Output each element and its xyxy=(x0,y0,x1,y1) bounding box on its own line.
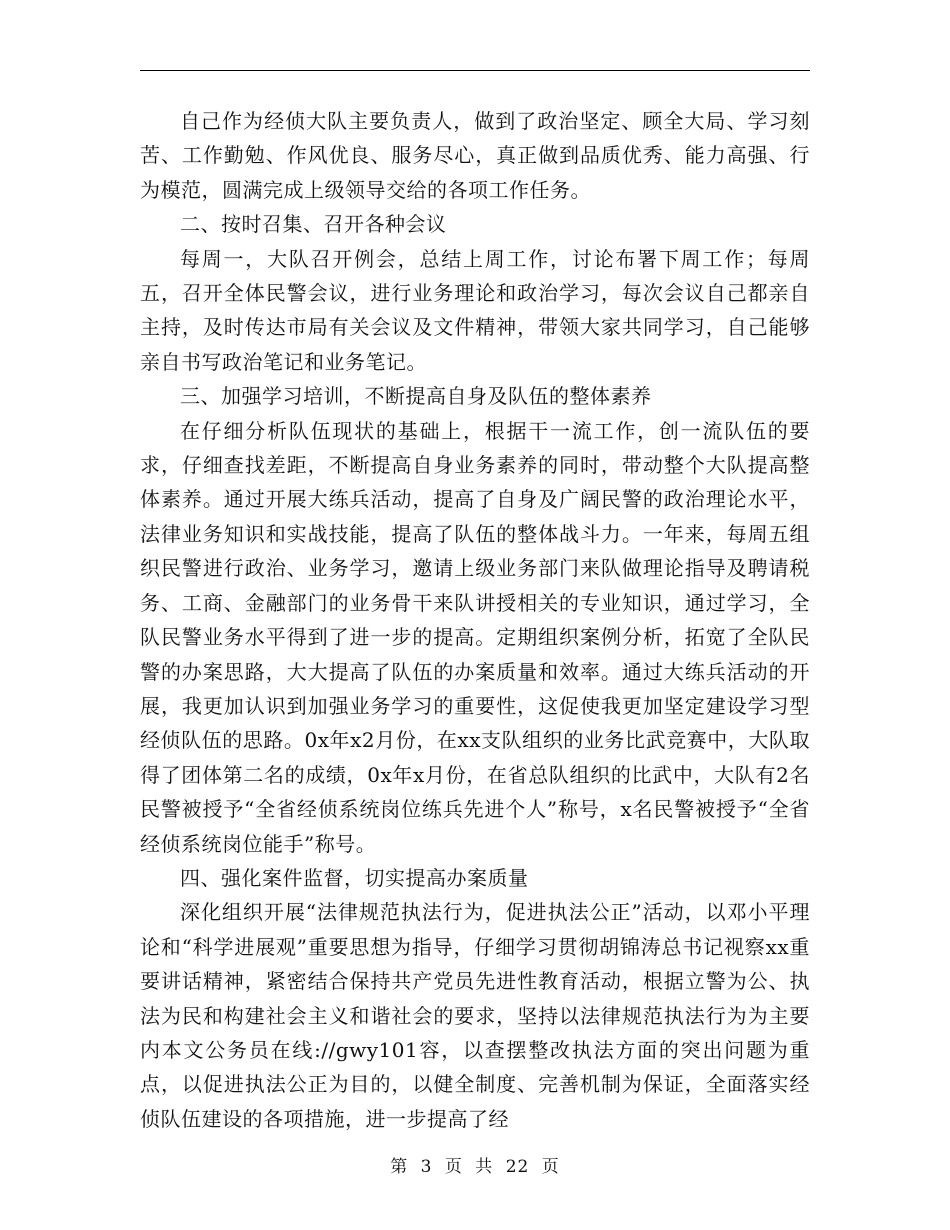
footer-total-word: 共 xyxy=(475,1157,494,1177)
header-rule xyxy=(140,70,810,71)
heading-2: 二、按时召集、召开各种会议 xyxy=(180,212,447,237)
heading-4: 四、强化案件监督，切实提高办案质量 xyxy=(180,865,529,890)
paragraph-3: 在仔细分析队伍现状的基础上，根据干一流工作，创一流队伍的要求，仔细查找差距，不断提高自身业务素养的同时，带动整个大队提高整体素养。通过开展大练兵活动，提高了自身及广阔民警的政治理论水平，法律业务知识和实战技能，提高了队伍的整体战斗力。一年来，每周五组织民警进行政治、业务学习，邀请上级业务部门来队做理论指导及聘请税务、工商、金融部门的业务骨干来队讲授相关的专业知识，通过学习，全队民警业务水平得到了进一步的提高。定期组织案例分析，拓宽了全队民警的办案思路，大大提高了队伍的办案质量和效率。通过大练兵活动的开展，我更加认识到加强业务学习的重要性，这促使我更加坚定建设学习型经侦队伍的思路。0x年x2月份，在xx支队组织的业务比武竞赛中，大队取得了团体第二名的成绩，0x年x月份，在省总队组织的比武中，大队有2名民警被授予“全省经侦系统岗位练兵先进个人”称号，x名民警被授予“全省经侦系统岗位能手”称号。 xyxy=(140,418,810,856)
paragraph-4: 深化组织开展“法律规范执法行为，促进执法公正”活动，以邓小平理论和“科学进展观”重要思想为指导，仔细学习贯彻胡锦涛总书记视察xx重要讲话精神，紧密结合保持共产党员先进性教育活动，根据立警为公、执法为民和构建社会主义和谐社会的要求，坚持以法律规范执法行为为主要内本文公务员在线://gwy101容，以查摆整改执法方面的突出问题为重点，以促进执法公正为目的，以健全制度、完善机制为保证，全面落实经侦队伍建设的各项措施，进一步提高了经 xyxy=(140,900,810,1131)
footer-total-pages: 22 xyxy=(505,1157,530,1177)
body-text xyxy=(140,104,810,1136)
paragraph-2: 每周一，大队召开例会，总结上周工作，讨论布署下周工作；每周五，召开全体民警会议，进行业务理论和政治学习，每次会议自己都亲自主持，及时传达市局有关会议及文件精神，带领大家共同学习，自己能够亲自书写政治笔记和业务笔记。 xyxy=(140,246,810,374)
heading-3: 三、加强学习培训，不断提高自身及队伍的整体素养 xyxy=(180,384,652,409)
footer-page-word: 页 xyxy=(444,1157,463,1177)
page-footer xyxy=(0,1152,950,1177)
footer-suffix: 页 xyxy=(541,1157,560,1177)
paragraph-1: 自己作为经侦大队主要负责人，做到了政治坚定、顾全大局、学习刻苦、工作勤勉、作风优良、服务尽心，真正做到品质优秀、能力高强、行为模范，圆满完成上级领导交给的各项工作任务。 xyxy=(140,109,810,202)
footer-prefix: 第 xyxy=(390,1157,409,1177)
footer-current-page: 3 xyxy=(420,1157,433,1177)
